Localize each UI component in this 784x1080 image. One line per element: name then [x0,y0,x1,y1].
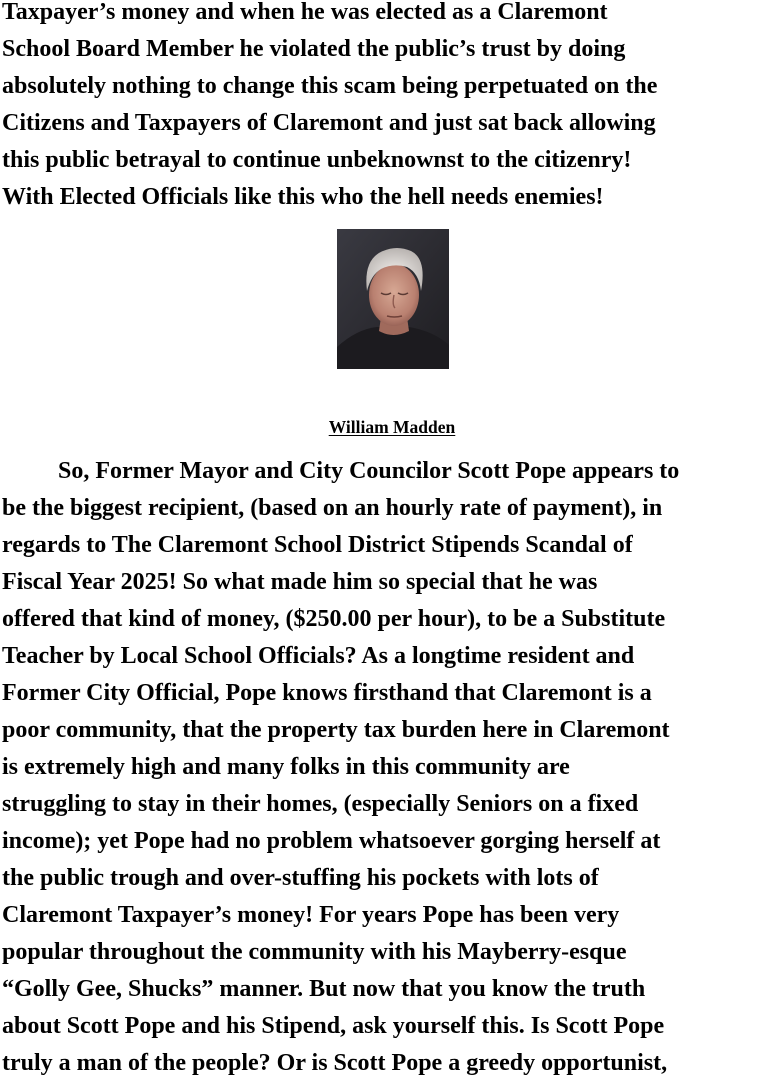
paragraph-line: Teacher by Local School Officials? As a longtime resident and [2,643,635,669]
main-paragraph [2,453,784,1080]
paragraph-line: about Scott Pope and his Stipend, ask yourself this. Is Scott Pope [2,1013,665,1039]
paragraph-line: income); yet Pope had no problem whatsoever gorging herself at [2,828,661,854]
paragraph-line: Fiscal Year 2025! So what made him so special that he was [2,569,598,595]
paragraph-line: Claremont Taxpayer’s money! For years Pope has been very [2,902,620,928]
paragraph-line: “Golly Gee, Shucks” manner. But now that you know the truth [2,976,646,1002]
paragraph-line: struggling to stay in their homes, (especially Seniors on a fixed [2,791,639,817]
photo-caption: William Madden [328,417,456,437]
portrait-image [337,229,449,369]
paragraph-line: this public betrayal to continue unbeknownst to the citizenry! [2,147,632,173]
paragraph-line: popular throughout the community with his Mayberry-esque [2,939,627,965]
paragraph-line: So, Former Mayor and City Councilor Scott Pope appears to [58,458,680,484]
paragraph-line: Taxpayer’s money and when he was elected as a Claremont [2,0,608,25]
paragraph-line: absolutely nothing to change this scam being perpetuated on the [2,73,658,99]
paragraph-line: With Elected Officials like this who the hell needs enemies! [2,184,604,210]
paragraph-line: poor community, that the property tax burden here in Claremont [2,717,670,743]
paragraph-line: regards to The Claremont School District Stipends Scandal of [2,532,633,558]
paragraph-line: be the biggest recipient, (based on an hourly rate of payment), in [2,495,663,521]
paragraph-line: School Board Member he violated the public’s trust by doing [2,36,626,62]
paragraph-line: the public trough and over-stuffing his pockets with lots of [2,865,599,891]
top-paragraph [2,0,784,216]
paragraph-line: is extremely high and many folks in this community are [2,754,570,780]
portrait-photo [337,229,449,369]
paragraph-line: truly a man of the people? Or is Scott Pope a greedy opportunist, [2,1050,668,1076]
paragraph-line: Former City Official, Pope knows firsthand that Claremont is a [2,680,652,706]
paragraph-line: Citizens and Taxpayers of Claremont and just sat back allowing [2,110,656,136]
paragraph-line: offered that kind of money, ($250.00 per hour), to be a Substitute [2,606,666,632]
